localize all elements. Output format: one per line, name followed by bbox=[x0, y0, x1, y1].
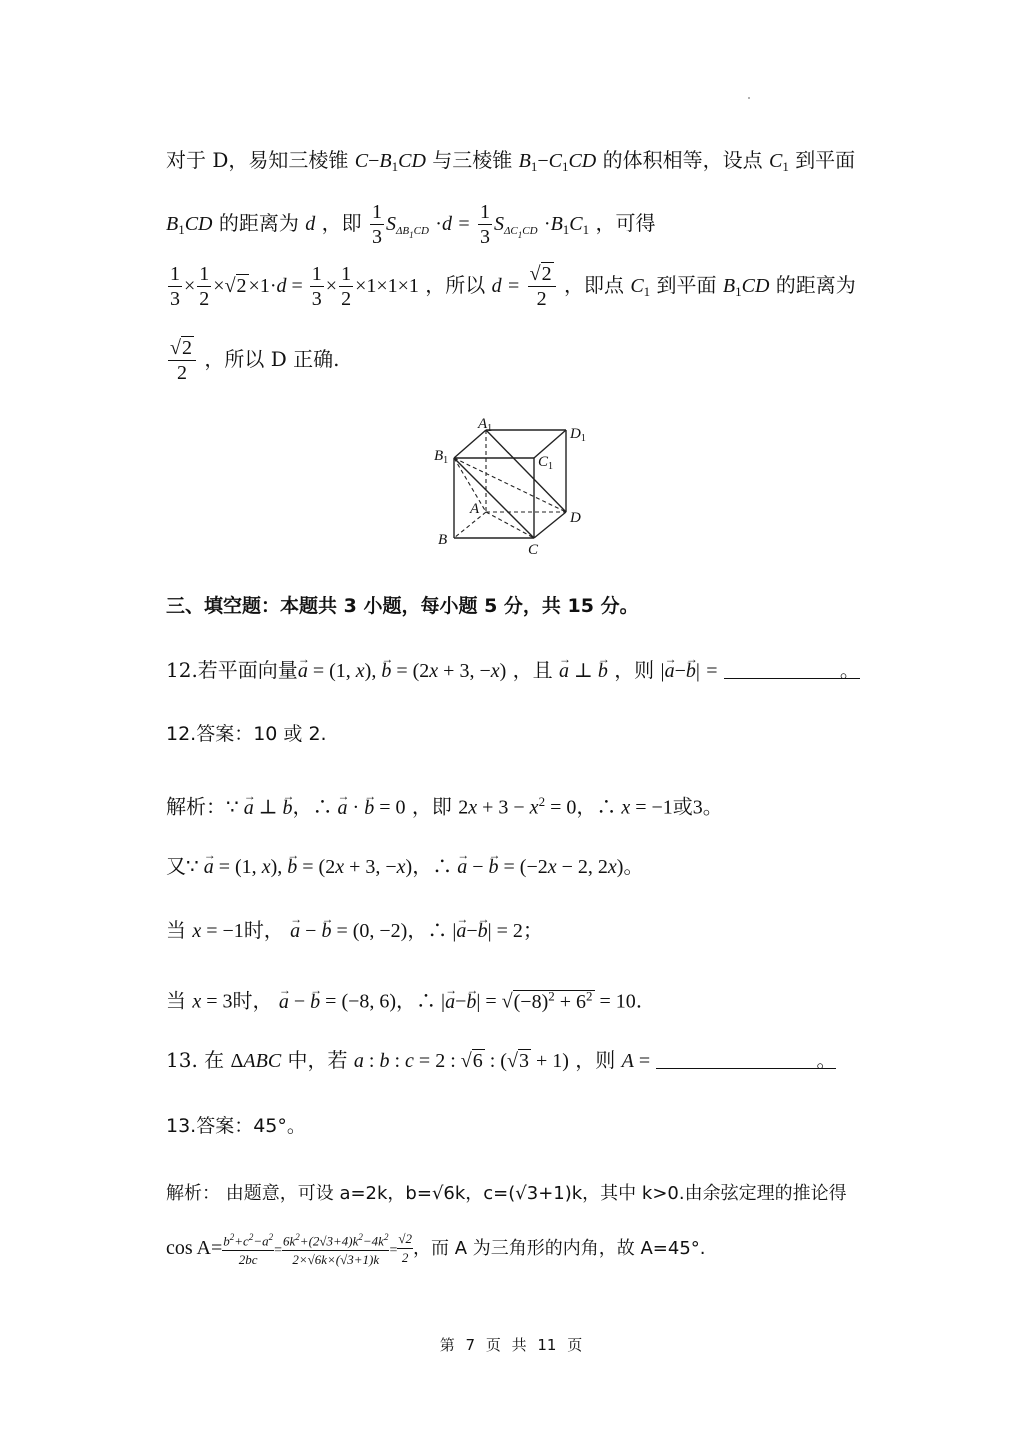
fraction-one-third: $\frac{1}{3}$ bbox=[371, 201, 382, 248]
answer-blank bbox=[724, 656, 860, 682]
text: ，则 bbox=[575, 1048, 616, 1072]
fraction-root2-over-2: $\frac{√2}{2}$ bbox=[528, 262, 556, 311]
text: ，所以 bbox=[425, 273, 486, 297]
part-d-line-1: 对于 D，易知三棱锥 $C-B_1CD$ 与三棱锥 $B_1-C_1CD$ 的体积相等，设点 $C_1$ 到平面 bbox=[166, 148, 856, 174]
text: 时， bbox=[232, 988, 273, 1013]
text: 或 bbox=[672, 794, 693, 819]
label-c1: $C_1$ bbox=[538, 454, 554, 472]
fraction-one-third: $\frac{1}{3}$ bbox=[479, 201, 490, 248]
label-b: B bbox=[438, 532, 448, 548]
text: 时， bbox=[243, 918, 284, 942]
label-b1: $B_1$ bbox=[434, 448, 449, 466]
text: ，且 bbox=[512, 658, 553, 682]
text: 当 bbox=[166, 918, 186, 942]
text: 12.若平面向量 bbox=[166, 658, 298, 682]
text: 。 bbox=[623, 854, 644, 878]
text: 又 bbox=[166, 854, 186, 878]
text: ，则 bbox=[614, 658, 655, 682]
q12-solution-3: 当 x = −1时， → a − → b = (0, −2)，∴ |→ a−→ b| = 2； bbox=[166, 916, 543, 945]
part-d-line-3: $\frac{1}{3}$ × $\frac{1}{2}$ ×√2 ×1·d = $\frac{1}{3}$ × $\frac{1}{2}$ ×1×1×1 ，所以 d = $\frac{√2}{2}$ ，即点 $C_1$ 到平面 $B_1CD$ 的距离为 bbox=[170, 263, 856, 310]
answer-blank bbox=[656, 1046, 837, 1072]
label-a: A bbox=[470, 501, 480, 517]
text: 的距离为 bbox=[218, 211, 299, 235]
text: 。 bbox=[702, 794, 723, 819]
text: 对于 D，易知三棱锥 bbox=[166, 148, 349, 172]
q12-answer: 12.答案：10 或 2. bbox=[166, 723, 327, 745]
text: 到平面 bbox=[656, 273, 717, 297]
q12-solution-1: 解析：∵ → a ⊥ → b，∴ → a · → b = 0 ，即 $2x + 3 - x^2 = 0$，∴ x = −1或3。 bbox=[166, 788, 723, 822]
fraction-root2-over-2: $\frac{√2}{2}$ bbox=[168, 336, 196, 385]
label-d1: $D_1$ bbox=[570, 426, 586, 444]
text: 当 bbox=[166, 988, 186, 1013]
text: 。 bbox=[816, 1048, 837, 1072]
cube-figure bbox=[420, 410, 600, 560]
part-d-line-4 bbox=[166, 336, 339, 385]
text: ，即点 bbox=[563, 273, 624, 297]
q13-question: 13. 在 ΔABC 中，若 a : b : c = 2 : √6 : (√3 + 1) ，则 A = 。 bbox=[166, 1048, 837, 1072]
text: 。 bbox=[839, 658, 860, 682]
text: ，而 A 为三角形的内角，故 A=45°. bbox=[413, 1238, 706, 1260]
text: . bbox=[635, 988, 643, 1013]
text: ，即 bbox=[411, 794, 452, 819]
math-tetra-2: B bbox=[518, 150, 531, 172]
section-heading: 三、填空题：本题共 3 小题，每小题 5 分，共 15 分。 bbox=[166, 595, 639, 617]
scan-speck bbox=[748, 97, 750, 99]
cos-fraction: $\frac{b^2+c^2-a^2}{2bc}$ bbox=[222, 1228, 274, 1269]
label-a1: $A_1$ bbox=[478, 416, 493, 434]
text: ； bbox=[522, 918, 543, 942]
label-c: C bbox=[528, 542, 539, 558]
q12-solution-4: 当 x = 3时， → a − → b = (−8, 6)，∴ |→ $a-\to b| = √(-8)^2 + 6^2 = 10$. bbox=[166, 982, 642, 1016]
part-d-line-2: $B_1CD$ 的距离为 d ，即 $\frac{1}{3}$ $S_{\Delta B_1CD} \cdot d$ = $\frac{1}{3}$ $S_{\Delta C_1CD} \cdot B_1C_1$ ，可得 bbox=[166, 201, 656, 248]
q12-solution-2: 又∵ → a = (1, x), → b = (2x + 3, −x)，∴ → a − → b = (−2x − 2, 2x)。 bbox=[166, 852, 643, 881]
q12-question: 12.若平面向量→ a = (1, x), → b = (2x + 3, −x) ，且 → a ⊥ → b ，则 |→ a−→ b| = 。 bbox=[166, 656, 860, 685]
math-tetra-1: C bbox=[354, 150, 369, 172]
q13-answer: 13.答案：45°。 bbox=[166, 1115, 306, 1137]
cos-result: $\frac{√2}{2}$ bbox=[398, 1231, 412, 1266]
text: ，所以 D 正确. bbox=[204, 347, 340, 371]
q13-solution-1: 解析： 由题意，可设 a=2k，b=√6k，c=(√3+1)k，其中 k>0.由余弦定理的推论得 bbox=[166, 1183, 847, 1204]
text: 的体积相等，设点 bbox=[602, 148, 763, 172]
cos-expansion: $\frac{6k^2+(2√3+4)k^2-4k^2}{2\times√6k\times(√3+1)k}$ bbox=[282, 1228, 389, 1269]
text: 中，若 bbox=[287, 1048, 348, 1072]
page-footer: 第 7 页 共 11 页 bbox=[439, 1336, 583, 1354]
text: 到平面 bbox=[795, 148, 856, 172]
text: 与三棱锥 bbox=[432, 148, 513, 172]
text: ，即 bbox=[321, 211, 362, 235]
text: 的距离为 bbox=[775, 273, 856, 297]
text: 解析： bbox=[166, 794, 226, 819]
text: = bbox=[706, 660, 718, 682]
label-d: D bbox=[570, 510, 581, 526]
q13-solution-2: cos A= $\frac{b^2+c^2-a^2}{2bc}$ = $\frac{6k^2+(2√3+4)k^2-4k^2}{2\times√6k\times(√3+1)k}$ = $\frac{√2}{2}$ ，而 A 为三角形的内角，故 A=45°. bbox=[166, 1228, 706, 1269]
text: cos A= bbox=[166, 1237, 223, 1260]
text: 13. 在 bbox=[166, 1048, 225, 1072]
text: ，可得 bbox=[595, 211, 656, 235]
